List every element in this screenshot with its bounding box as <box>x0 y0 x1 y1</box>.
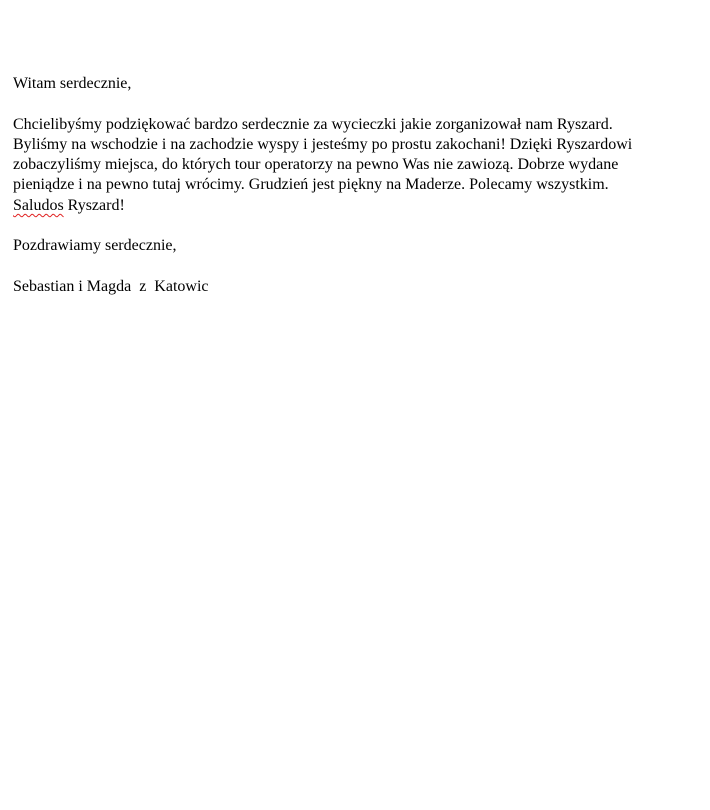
misspelled-word[interactable]: Saludos <box>13 196 64 214</box>
greeting-paragraph <box>13 74 703 94</box>
body-line-5-rest: Ryszard! <box>63 196 125 214</box>
closing-paragraph <box>13 236 703 256</box>
main-paragraph <box>13 115 703 216</box>
closing-text: Pozdrawiamy serdecznie, <box>13 237 177 255</box>
greeting-text: Witam serdecznie, <box>13 75 132 92</box>
document-body[interactable] <box>13 74 703 318</box>
body-line-5 <box>13 196 703 216</box>
signature-text: Sebastian i Magda z Katowic <box>13 277 209 295</box>
body-line-1: Chcielibyśmy podziękować bardzo serdecznie za wycieczki jakie zorganizował nam Ryszard. <box>13 115 613 133</box>
body-line-4: pieniądze i na pewno tutaj wrócimy. Grudzień jest piękny na Maderze. Polecamy wszystkim. <box>13 176 609 194</box>
body-line-2: Byliśmy na wschodzie i na zachodzie wyspy i jesteśmy po prostu zakochani! Dzięki Ryszardowi <box>13 135 633 153</box>
body-line-3: zobaczyliśmy miejsca, do których tour operatorzy na pewno Was nie zawiozą. Dobrze wydane <box>13 156 619 174</box>
signature-paragraph <box>13 277 703 297</box>
